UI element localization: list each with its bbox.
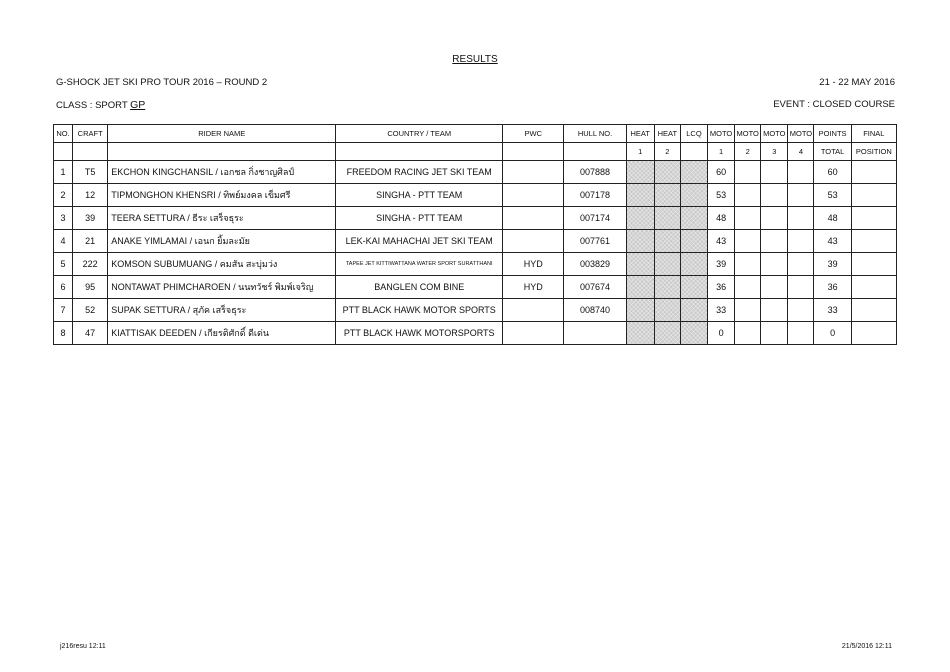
- heat1-cell: [626, 322, 654, 345]
- moto3-cell: [761, 299, 788, 322]
- hull-cell: 007674: [564, 276, 626, 299]
- column-header: MOTO: [761, 125, 788, 143]
- points-total-cell: 48: [814, 207, 851, 230]
- moto2-cell: [735, 322, 761, 345]
- pwc-cell: [503, 161, 564, 184]
- table-row: [54, 253, 897, 276]
- column-subheader: [108, 143, 336, 161]
- column-subheader: [680, 143, 707, 161]
- table-row: [54, 230, 897, 253]
- craft-cell: 222: [73, 253, 108, 276]
- column-header: MOTO: [735, 125, 761, 143]
- column-header: PWC: [503, 125, 564, 143]
- no-cell: 8: [54, 322, 73, 345]
- heat2-cell: [654, 230, 680, 253]
- team-cell: FREEDOM RACING JET SKI TEAM: [336, 161, 503, 184]
- hull-cell: 007174: [564, 207, 626, 230]
- no-cell: 2: [54, 184, 73, 207]
- column-subheader: [503, 143, 564, 161]
- moto1-cell: 60: [708, 161, 735, 184]
- pwc-cell: HYD: [503, 276, 564, 299]
- heat2-cell: [654, 253, 680, 276]
- column-subheader: 2: [735, 143, 761, 161]
- column-header: CRAFT: [73, 125, 108, 143]
- column-header: COUNTRY / TEAM: [336, 125, 503, 143]
- final-position-cell: [851, 184, 896, 207]
- lcq-cell: [680, 230, 707, 253]
- heat1-cell: [626, 253, 654, 276]
- team-cell: TAPEE JET KITTIWATTANA WATER SPORT SURATTHANI: [336, 253, 503, 276]
- heat1-cell: [626, 230, 654, 253]
- no-cell: 4: [54, 230, 73, 253]
- table-row: [54, 299, 897, 322]
- rider-cell: KOMSON SUBUMUANG / คมสัน สะบุ่มว่ง: [108, 253, 336, 276]
- points-total-cell: 43: [814, 230, 851, 253]
- hull-cell: 003829: [564, 253, 626, 276]
- team-cell: PTT BLACK HAWK MOTOR SPORTS: [336, 299, 503, 322]
- no-cell: 7: [54, 299, 73, 322]
- team-cell: LEK-KAI MAHACHAI JET SKI TEAM: [336, 230, 503, 253]
- moto3-cell: [761, 184, 788, 207]
- craft-cell: T5: [73, 161, 108, 184]
- no-cell: 5: [54, 253, 73, 276]
- page-title: RESULTS: [452, 54, 498, 65]
- event-title: G-SHOCK JET SKI PRO TOUR 2016 – ROUND 2: [56, 77, 268, 88]
- points-total-cell: 53: [814, 184, 851, 207]
- hull-cell: [564, 322, 626, 345]
- rider-cell: SUPAK SETTURA / สุภัค เสร็จธุระ: [108, 299, 336, 322]
- moto1-cell: 36: [708, 276, 735, 299]
- moto4-cell: [788, 276, 814, 299]
- lcq-cell: [680, 253, 707, 276]
- header-row-2: [54, 143, 897, 161]
- moto3-cell: [761, 276, 788, 299]
- column-subheader: [564, 143, 626, 161]
- column-subheader: [54, 143, 73, 161]
- lcq-cell: [680, 207, 707, 230]
- points-total-cell: 33: [814, 299, 851, 322]
- hull-cell: 007761: [564, 230, 626, 253]
- heat2-cell: [654, 322, 680, 345]
- column-subheader: 3: [761, 143, 788, 161]
- table-row: [54, 161, 897, 184]
- moto1-cell: 0: [708, 322, 735, 345]
- heat2-cell: [654, 276, 680, 299]
- moto1-cell: 43: [708, 230, 735, 253]
- craft-cell: 95: [73, 276, 108, 299]
- heat1-cell: [626, 276, 654, 299]
- heat1-cell: [626, 184, 654, 207]
- craft-cell: 47: [73, 322, 108, 345]
- event-type: EVENT : CLOSED COURSE: [773, 99, 895, 110]
- lcq-cell: [680, 322, 707, 345]
- moto3-cell: [761, 207, 788, 230]
- moto3-cell: [761, 322, 788, 345]
- team-cell: PTT BLACK HAWK MOTORSPORTS: [336, 322, 503, 345]
- results-table: [53, 124, 897, 345]
- moto2-cell: [735, 161, 761, 184]
- pwc-cell: [503, 184, 564, 207]
- column-header: FINAL: [851, 125, 896, 143]
- column-header: RIDER NAME: [108, 125, 336, 143]
- team-cell: SINGHA - PTT TEAM: [336, 184, 503, 207]
- column-header: HEAT: [626, 125, 654, 143]
- column-subheader: [73, 143, 108, 161]
- footer-right: 21/5/2016 12:11: [841, 643, 892, 650]
- pwc-cell: [503, 322, 564, 345]
- pwc-cell: [503, 230, 564, 253]
- rider-cell: KIATTISAK DEEDEN / เกียรติศักดิ์ ดีเด่น: [108, 322, 336, 345]
- table-row: [54, 276, 897, 299]
- lcq-cell: [680, 161, 707, 184]
- points-total-cell: 0: [814, 322, 851, 345]
- moto2-cell: [735, 253, 761, 276]
- heat2-cell: [654, 184, 680, 207]
- header-row-1: [54, 125, 897, 143]
- moto1-cell: 48: [708, 207, 735, 230]
- final-position-cell: [851, 253, 896, 276]
- rider-cell: TEERA SETTURA / ธีระ เสร็จธุระ: [108, 207, 336, 230]
- table-row: [54, 207, 897, 230]
- moto2-cell: [735, 299, 761, 322]
- final-position-cell: [851, 207, 896, 230]
- craft-cell: 39: [73, 207, 108, 230]
- no-cell: 6: [54, 276, 73, 299]
- craft-cell: 52: [73, 299, 108, 322]
- moto4-cell: [788, 299, 814, 322]
- craft-cell: 21: [73, 230, 108, 253]
- moto1-cell: 39: [708, 253, 735, 276]
- hull-cell: 007178: [564, 184, 626, 207]
- table-row: [54, 184, 897, 207]
- rider-cell: ANAKE YIMLAMAI / เอนก ยิ้มละมัย: [108, 230, 336, 253]
- class-label: CLASS : SPORT: [56, 100, 128, 111]
- no-cell: 1: [54, 161, 73, 184]
- craft-cell: 12: [73, 184, 108, 207]
- final-position-cell: [851, 322, 896, 345]
- column-header: HEAT: [654, 125, 680, 143]
- table-row: [54, 322, 897, 345]
- column-subheader: 1: [708, 143, 735, 161]
- heat2-cell: [654, 207, 680, 230]
- lcq-cell: [680, 299, 707, 322]
- points-total-cell: 39: [814, 253, 851, 276]
- footer-left: j216resu 12:11: [60, 643, 106, 650]
- lcq-cell: [680, 184, 707, 207]
- moto4-cell: [788, 322, 814, 345]
- column-header: POINTS: [814, 125, 851, 143]
- final-position-cell: [851, 230, 896, 253]
- hull-cell: 007888: [564, 161, 626, 184]
- final-position-cell: [851, 161, 896, 184]
- column-subheader: 1: [626, 143, 654, 161]
- column-subheader: POSITION: [851, 143, 896, 161]
- event-dates: 21 - 22 MAY 2016: [819, 77, 895, 88]
- pwc-cell: [503, 299, 564, 322]
- team-cell: BANGLEN COM BINE: [336, 276, 503, 299]
- moto4-cell: [788, 207, 814, 230]
- heat2-cell: [654, 299, 680, 322]
- moto2-cell: [735, 276, 761, 299]
- column-subheader: [336, 143, 503, 161]
- rider-cell: EKCHON KINGCHANSIL / เอกชล กิ่งชาญศิลป์: [108, 161, 336, 184]
- column-header: MOTO: [788, 125, 814, 143]
- class-line: [56, 99, 145, 111]
- heat1-cell: [626, 161, 654, 184]
- moto4-cell: [788, 230, 814, 253]
- hull-cell: 008740: [564, 299, 626, 322]
- points-total-cell: 36: [814, 276, 851, 299]
- moto3-cell: [761, 161, 788, 184]
- column-header: LCQ: [680, 125, 707, 143]
- rider-cell: TIPMONGHON KHENSRI / ทิพย์มงคล เข็มศรี: [108, 184, 336, 207]
- moto1-cell: 33: [708, 299, 735, 322]
- points-total-cell: 60: [814, 161, 851, 184]
- moto4-cell: [788, 253, 814, 276]
- column-header: MOTO: [708, 125, 735, 143]
- pwc-cell: [503, 207, 564, 230]
- heat1-cell: [626, 299, 654, 322]
- moto2-cell: [735, 184, 761, 207]
- column-header: NO.: [54, 125, 73, 143]
- moto2-cell: [735, 230, 761, 253]
- column-header: HULL NO.: [564, 125, 626, 143]
- moto3-cell: [761, 253, 788, 276]
- heat2-cell: [654, 161, 680, 184]
- rider-cell: NONTAWAT PHIMCHAROEN / นนทวัชร์ พิมพ์เจริญ: [108, 276, 336, 299]
- team-cell: SINGHA - PTT TEAM: [336, 207, 503, 230]
- column-subheader: 4: [788, 143, 814, 161]
- heat1-cell: [626, 207, 654, 230]
- moto4-cell: [788, 184, 814, 207]
- final-position-cell: [851, 276, 896, 299]
- moto2-cell: [735, 207, 761, 230]
- pwc-cell: HYD: [503, 253, 564, 276]
- moto3-cell: [761, 230, 788, 253]
- column-subheader: 2: [654, 143, 680, 161]
- moto4-cell: [788, 161, 814, 184]
- final-position-cell: [851, 299, 896, 322]
- column-subheader: TOTAL: [814, 143, 851, 161]
- moto1-cell: 53: [708, 184, 735, 207]
- no-cell: 3: [54, 207, 73, 230]
- lcq-cell: [680, 276, 707, 299]
- class-suffix: GP: [130, 99, 146, 111]
